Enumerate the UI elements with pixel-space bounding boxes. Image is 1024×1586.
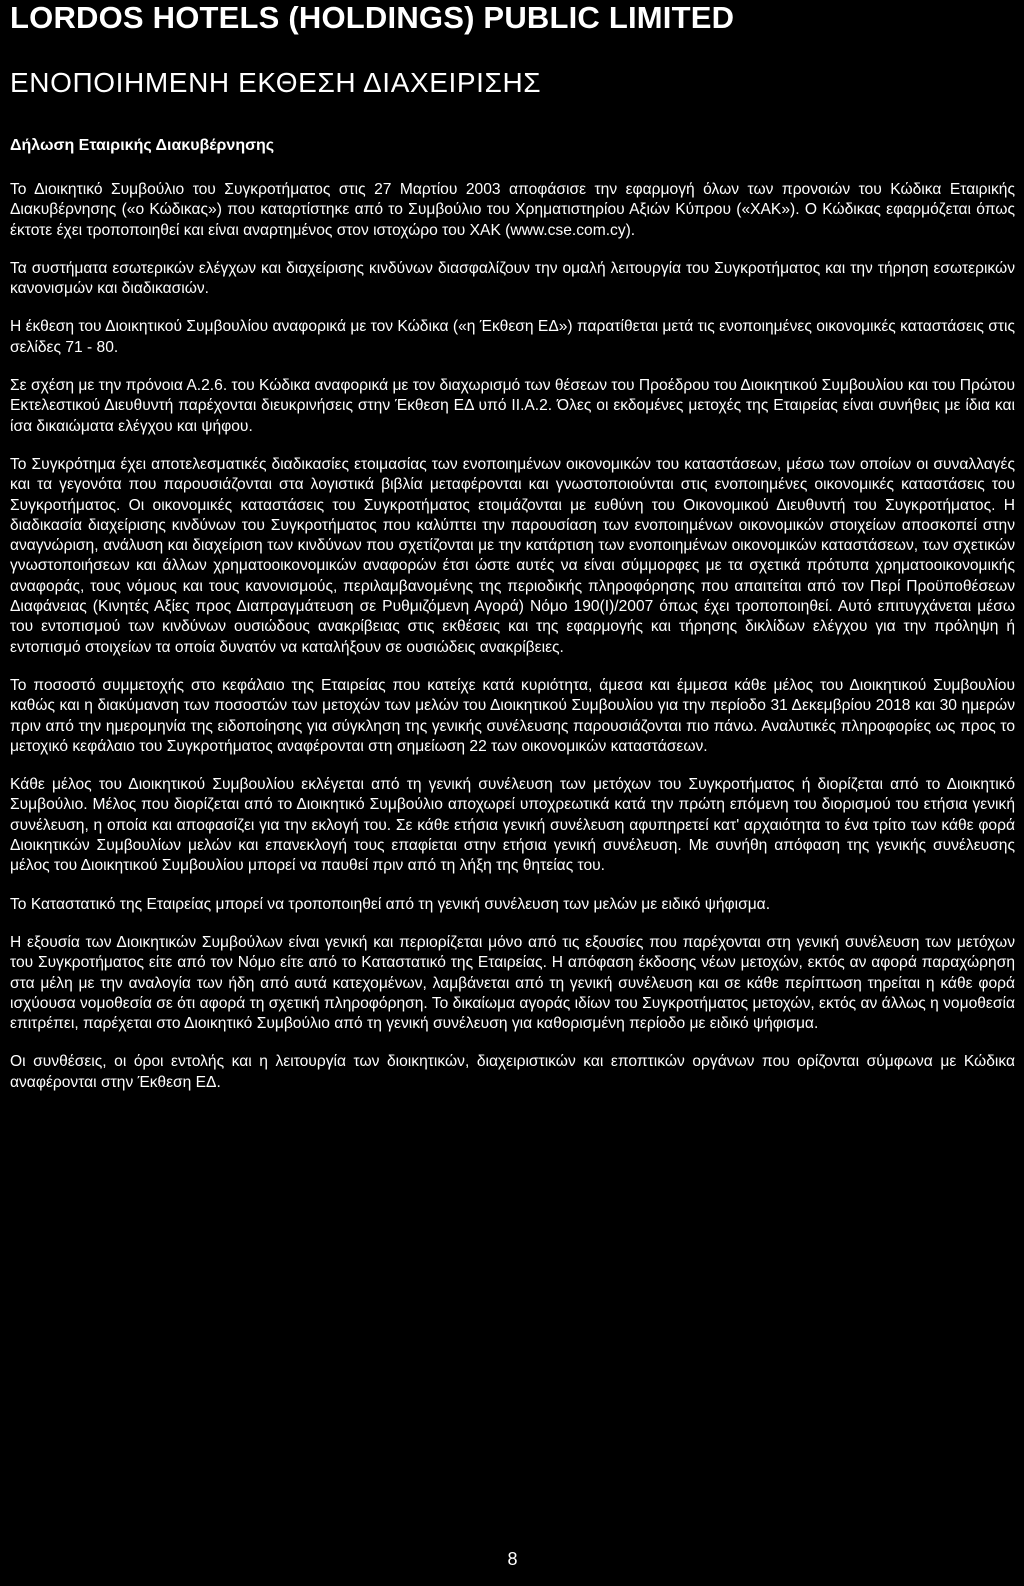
page-number: 8: [507, 1549, 518, 1569]
paragraph-shareholding: Το ποσοστό συμμετοχής στο κεφάλαιο της Εταιρείας που κατείχε κατά κυριότητα, άμεσα και έμμεσα κάθε μέλος του Διοικητικού Συμβουλίου καθώς και η διακύμανση των ποσοστών των μετοχών των μελών του Διοικητικού Συμβουλίου για την περίοδο 31 Δεκεμβρίου 2018 και 30 ημερών πριν από την ημερομηνία της ειδοποίησης για σύγκληση της γενικής συνέλευσης παρουσιάζονται πιο πάνω. Αναλυτικές πληροφορίες ως προς το μετοχικό κεφάλαιο του Συγκροτήματος αναφέρονται στη σημείωση 22 των οικονομικών καταστάσεων.: [10, 676, 1015, 755]
document-body: [10, 180, 1015, 1111]
paragraph-provision-a26: Σε σχέση με την πρόνοια Α.2.6. του Κώδικα αναφορικά με τον διαχωρισμό των θέσεων του Προέδρου του Διοικητικού Συμβουλίου και του Πρώτου Εκτελεστικού Διευθυντή παρέχονται διευκρινήσεις στην Έκθεση ΕΔ υπό ΙΙ.Α.2. Όλες οι εκδομένες μετοχές της Εταιρείας είναι συνήθεις με ίδια και ίσα δικαιώματα ελέγχου και ψήφου.: [10, 377, 1015, 435]
paragraph-governance-bodies: Οι συνθέσεις, οι όροι εντολής και η λειτουργία των διοικητικών, διαχειριστικών και εποπτικών οργάνων που ορίζονται σύμφωνα με Κώδικα αναφέρονται στην Έκθεση ΕΔ.: [10, 1053, 1015, 1091]
report-title: ΕΝΟΠΟΙΗΜΕΝΗ ΕΚΘΕΣΗ ΔΙΑΧΕΙΡΙΣΗΣ: [10, 67, 542, 98]
document-page: [10, 0, 1015, 1586]
section-heading: Δήλωση Εταιρικής Διακυβέρνησης: [10, 137, 275, 154]
paragraph-board-powers: Η εξουσία των Διοικητικών Συμβούλων είναι γενική και περιορίζεται μόνο από τις εξουσίες που παρέχονται στη γενική συνέλευση των μετόχων του Συγκροτήματος είτε από τον Νόμο είτε από το Καταστατικό της Εταιρείας. Η απόφαση έκδοσης νέων μετοχών, εκτός αν αφορά παραχώρηση στα μέλη με την αναλογία των ήδη από αυτά κατεχομένων, λαμβάνεται από τη γενική συνέλευση και σε κάθε περίπτωση τηρείται η κάθε φορά ισχύουσα νομοθεσία σε ότι αφορά τη σχετική πληροφόρηση. Το δικαίωμα αγοράς ιδίων του Συγκροτήματος μετοχών, εκτός αν άλλως η νομοθεσία επιτρέπει, παρέχεται στο Διοικητικό Συμβούλιο από τη γενική συνέλευση για καθορισμένη περίοδο με ειδικό ψήφισμα.: [10, 933, 1015, 1033]
company-title: LORDOS HOTELS (HOLDINGS) PUBLIC LIMITED: [10, 0, 735, 35]
paragraph-board-report: Η έκθεση του Διοικητικού Συμβουλίου αναφορικά με τον Κώδικα («η Έκθεση ΕΔ») παρατίθεται μετά τις ενοποιημένες οικονομικές καταστάσεις στις σελίδες 71 - 80.: [10, 318, 1015, 356]
paragraph-financial-reporting: Το Συγκρότημα έχει αποτελεσματικές διαδικασίες ετοιμασίας των ενοποιημένων οικονομικών του καταστάσεων, μέσω των οποίων οι συναλλαγές και τα γεγονότα που παρουσιάζονται στα λογιστικά βιβλία μεταφέρονται και γνωστοποιούνται στις ενοποιημένες οικονομικές καταστάσεις του Συγκροτήματος. Οι οικονομικές καταστάσεις του Συγκροτήματος ετοιμάζονται με ευθύνη του Οικονομικού Διευθυντή του Συγκροτήματος. Η διαδικασία διαχείρισης κινδύνων του Συγκροτήματος που καλύπτει την παρουσίαση των ενοποιημένων οικονομικών στοιχείων αποσκοπεί στην αναγνώριση, ανάλυση και διαχείριση των κινδύνων που σχετίζονται με την κατάρτιση των ενοποιημένων οικονομικών καταστάσεων, των σχετικών γνωστοποιήσεων και άλλων χρηματοοικονομικών αναφορών έτσι ώστε αυτές να είναι σύμμορφες με τα σχετικά πρότυπα χρηματοοικονομικής αναφοράς, τους νόμους και τους κανονισμούς, περιλαμβανομένης της περιοδικής πληροφόρησης που απαιτείται από τον Περί Προϋποθέσεων Διαφάνειας (Κινητές Αξίες προς Διαπραγμάτευση σε Ρυθμιζόμενη Αγορά) Νόμο 190(Ι)/2007 όπως έχει τροποποιηθεί. Αυτό επιτυγχάνεται μέσω του εντοπισμού των κινδύνων ουσιώδους ανακρίβειας στις εκθέσεις και της εφαρμογής και τήρησης δικλίδων ελέγχου για την πρόληψη ή εντοπισμό στοιχείων τα οποία δυνατόν να καταλήξουν σε ουσιώδεις ανακρίβειες.: [10, 455, 1015, 656]
paragraph-internal-controls: Τα συστήματα εσωτερικών ελέγχων και διαχείρισης κινδύνων διασφαλίζουν την ομαλή λειτουργία του Συγκροτήματος και την τήρηση εσωτερικών κανονισμών και διαδικασιών.: [10, 259, 1015, 298]
paragraph-board-election: Κάθε μέλος του Διοικητικού Συμβουλίου εκλέγεται από τη γενική συνέλευση των μετόχων του Συγκροτήματος ή διορίζεται από το Διοικητικό Συμβούλιο. Μέλος που διορίζεται από το Διοικητικό Συμβούλιο αποχωρεί υποχρεωτικά κατά την πρώτη επόμενη του διορισμού του ετήσια γενική συνέλευση, η οποία και αποφασίζει για την εκλογή του. Σε κάθε ετήσια γενική συνέλευση αφυπηρετεί κατ' αρχαιότητα το ένα τρίτο των κάθε φορά Διοικητικών Συμβουλίων μελών και επανεκλογή τους επαφίεται στην ετήσια γενική συνέλευση. Με συνήθη απόφαση της γενικής συνέλευσης μέλος του Διοικητικού Συμβουλίου μπορεί να παυθεί πριν από τη λήξη της θητείας του.: [10, 776, 1015, 875]
paragraph-articles-amendment: Το Καταστατικό της Εταιρείας μπορεί να τροποποιηθεί από τη γενική συνέλευση των μελών με ειδικό ψήφισμα.: [10, 895, 771, 913]
paragraph-code-adoption: Το Διοικητικό Συμβούλιο του Συγκροτήματος στις 27 Μαρτίου 2003 αποφάσισε την εφαρμογή όλων των προνοιών του Κώδικα Εταιρικής Διακυβέρνησης («ο Κώδικας») που καταρτίστηκε από το Συμβούλιο του Χρηματιστηρίου Αξιών Κύπρου («ΧΑΚ»). Ο Κώδικας εφαρμόζεται όπως έκτοτε έχει τροποποιηθεί και είναι αναρτημένος στον ιστοχώρο του ΧΑΚ (www.cse.com.cy).: [10, 181, 1015, 239]
